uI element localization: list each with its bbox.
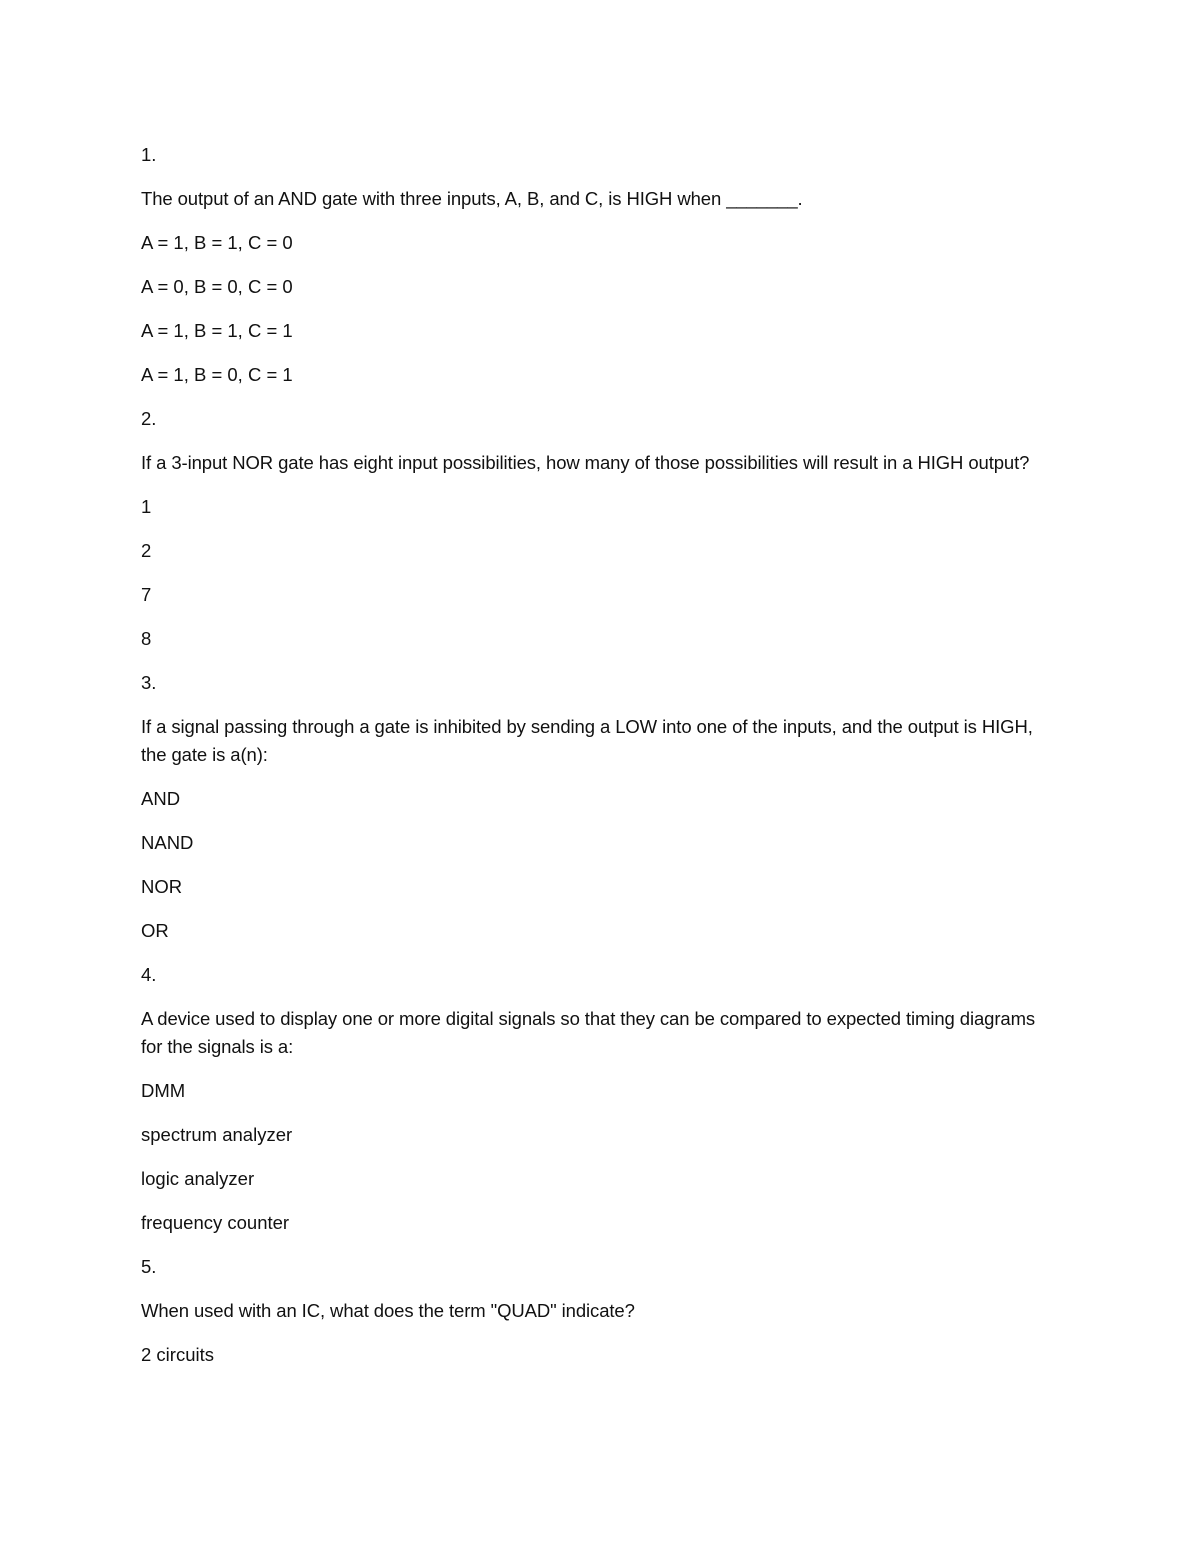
question-4 — [141, 961, 1051, 1237]
answer-option: spectrum analyzer — [141, 1124, 293, 1145]
answer-option: NOR — [141, 876, 183, 897]
question-2 — [141, 405, 1051, 653]
question-list — [141, 141, 1051, 1385]
answer-option: A = 1, B = 0, C = 1 — [141, 364, 293, 385]
answer-option: frequency counter — [141, 1212, 290, 1233]
answer-option: DMM — [141, 1080, 186, 1101]
answer-option: AND — [141, 788, 181, 809]
question-text: When used with an IC, what does the term "QUAD" indicate? — [141, 1300, 635, 1321]
question-number: 1. — [141, 144, 157, 165]
answer-option: logic analyzer — [141, 1168, 255, 1189]
question-3 — [141, 669, 1051, 945]
answer-option: 1 — [141, 496, 152, 517]
answer-option: A = 0, B = 0, C = 0 — [141, 276, 293, 297]
answer-option: A = 1, B = 1, C = 1 — [141, 320, 293, 341]
question-text: The output of an AND gate with three inputs, A, B, and C, is HIGH when _______. — [141, 188, 803, 209]
answer-option: NAND — [141, 832, 194, 853]
question-number: 5. — [141, 1256, 157, 1277]
question-text: If a signal passing through a gate is inhibited by sending a LOW into one of the inputs, and the output is HIGH, the gate is a(n): — [141, 716, 1033, 765]
answer-option: A = 1, B = 1, C = 0 — [141, 232, 293, 253]
answer-option: 7 — [141, 584, 152, 605]
question-number: 3. — [141, 672, 157, 693]
question-text: If a 3-input NOR gate has eight input possibilities, how many of those possibilities will result in a HIGH output? — [141, 452, 1030, 473]
answer-option: 2 circuits — [141, 1344, 214, 1365]
question-number: 2. — [141, 408, 157, 429]
answer-option: OR — [141, 920, 169, 941]
question-text: A device used to display one or more digital signals so that they can be compared to expected timing diagrams for the signals is a: — [141, 1008, 1036, 1057]
question-5 — [141, 1253, 1051, 1369]
answer-option: 8 — [141, 628, 152, 649]
answer-option: 2 — [141, 540, 152, 561]
question-number: 4. — [141, 964, 157, 985]
question-1 — [141, 141, 1051, 389]
